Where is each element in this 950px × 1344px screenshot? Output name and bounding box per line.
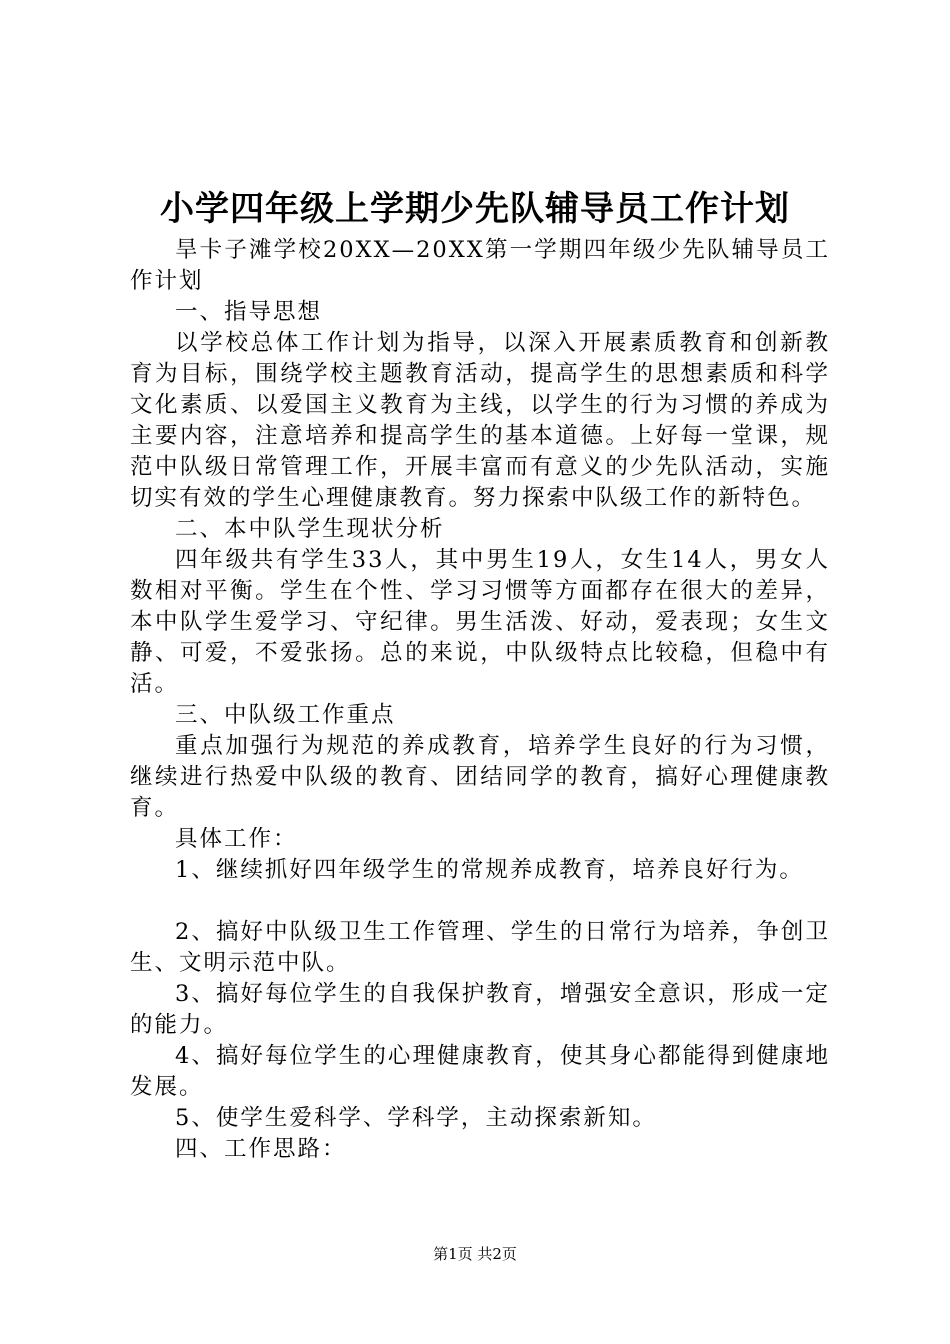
- intro-paragraph: 旱卡子滩学校20XX—20XX第一学期四年级少先队辅导员工作计划: [130, 237, 830, 294]
- section-heading-guiding-thought: 一、指导思想: [175, 299, 323, 325]
- section-heading-work-approach: 四、工作思路：: [175, 1136, 347, 1162]
- work-item-2: 2、搞好中队级卫生工作管理、学生的日常行为培养，争创卫生、文明示范中队。: [130, 919, 830, 976]
- work-focus-paragraph: 重点加强行为规范的养成教育，培养学生良好的行为习惯，继续进行热爱中队级的教育、团结同学的教育，搞好心理健康教育。: [130, 733, 830, 821]
- section-heading-work-focus: 三、中队级工作重点: [175, 702, 396, 728]
- work-item-4: 4、搞好每位学生的心理健康教育，使其身心都能得到健康地发展。: [130, 1043, 830, 1100]
- work-item-1: 1、继续抓好四年级学生的常规养成教育，培养良好行为。: [175, 857, 804, 883]
- status-analysis-paragraph: 四年级共有学生33人，其中男生19人，女生14人，男女人数相对平衡。学生在个性、学习习惯等方面都存在很大的差异，本中队学生爱学习、守纪律。男生活泼、好动，爱表现；女生文静、可爱，不爱张扬。总的来说，中队级特点比较稳，但稳中有活。: [130, 547, 830, 697]
- document-title: 小学四年级上学期少先队辅导员工作计划: [160, 189, 790, 229]
- work-item-3: 3、搞好每位学生的自我保护教育，增强安全意识，形成一定的能力。: [130, 981, 830, 1038]
- page-number-footer: 第1页 共2页: [433, 1245, 517, 1263]
- document-body: [130, 235, 830, 1165]
- work-item-5: 5、使学生爱科学、学科学，主动探索新知。: [175, 1105, 657, 1131]
- section-heading-status-analysis: 二、本中队学生现状分析: [175, 516, 445, 542]
- guiding-thought-paragraph: 以学校总体工作计划为指导，以深入开展素质教育和创新教育为目标，围绕学校主题教育活动，提高学生的思想素质和科学文化素质、以爱国主义教育为主线，以学生的行为习惯的养成为主要内容，注意培养和提高学生的基本道德。上好每一堂课，规范中队级日常管理工作，开展丰富而有意义的少先队活动，实施切实有效的学生心理健康教育。努力探索中队级工作的新特色。: [130, 330, 830, 511]
- specific-work-heading: 具体工作：: [175, 826, 298, 852]
